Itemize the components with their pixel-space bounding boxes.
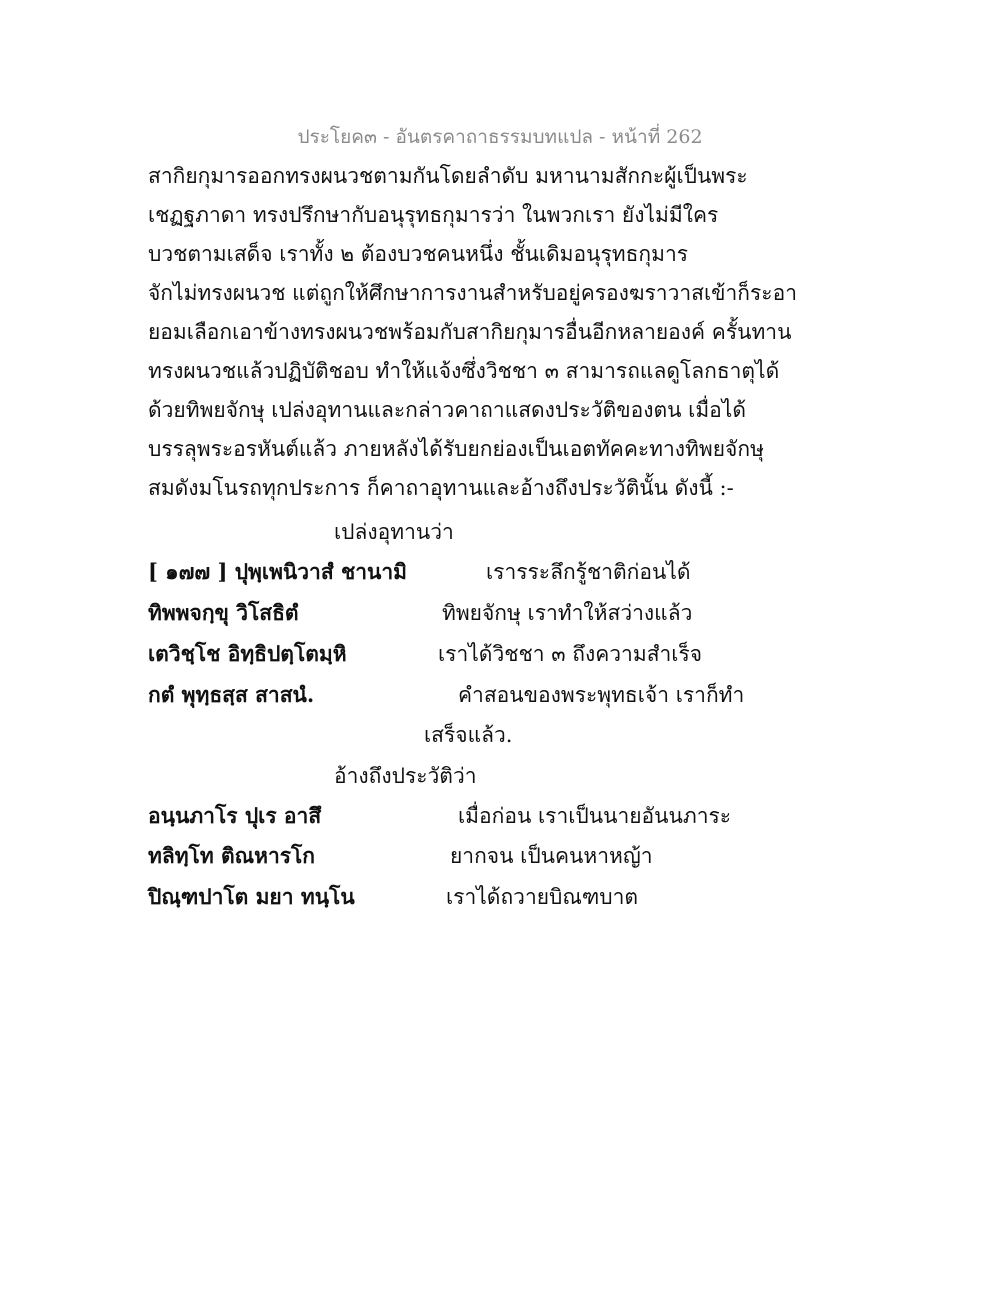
body-paragraph [148,158,868,509]
thai-translation: ทิพยจักษุ เราทำให้สว่างแล้ว [442,601,693,625]
pali-verse: เตวิชฺโช อิทฺธิปตฺโตมฺหิ [148,641,347,666]
paragraph-line: บวชตามเสด็จ เราทั้ง ๒ ต้องบวชคนหนึ่ง ชั้นเดิมอนุรุทธกุมาร [148,242,689,266]
verse-row [148,800,868,836]
verse-continuation: เสร็จแล้ว. [424,723,513,747]
thai-translation: เมื่อก่อน เราเป็นนายอันนภาระ [458,804,732,828]
pali-verse: อนฺนภาโร ปุเร อาสึ [148,803,322,828]
paragraph-line: สมดังมโนรถทุกประการ ก็คาถาอุทานและอ้างถึงประวัตินั้น ดังนี้ :- [148,476,734,500]
pali-verse: ปิณฺฑปาโต มยา ทนฺโน [148,884,355,909]
verse-row [148,840,868,876]
udana-heading: เปล่งอุทานว่า [334,520,454,544]
pali-verse: ทิพพจกฺขุ วิโสธิตํ [148,600,299,625]
thai-translation: เราได้วิชชา ๓ ถึงความสำเร็จ [438,642,703,666]
thai-translation: ยากจน เป็นคนหาหญ้า [450,844,653,868]
verse-row [148,556,868,592]
history-heading: อ้างถึงประวัติว่า [334,764,477,788]
paragraph-line: ยอมเลือกเอาข้างทรงผนวชพร้อมกับสากิยกุมารอื่นอีกหลายองค์ ครั้นทาน [148,320,792,344]
paragraph-line: ทรงผนวชแล้วปฏิบัติชอบ ทำให้แจ้งซึ่งวิชชา ๓ สามารถแลดูโลกธาตุได้ [148,359,780,383]
thai-translation: คำสอนของพระพุทธเจ้า เราก็ทำ [458,683,745,707]
verse-row [148,638,868,674]
paragraph-line: จักไม่ทรงผนวช แต่ถูกให้ศึกษาการงานสำหรับอยู่ครองฆราวาสเข้าก็ระอา [148,281,797,305]
verse-row [148,881,868,917]
thai-translation: เราได้ถวายบิณฑบาต [446,885,639,909]
thai-translation: เรารระลึกรู้ชาติก่อนได้ [486,560,691,584]
pali-verse: ทลิทฺโท ติณหารโก [148,843,316,868]
pali-verse: [ ๑๗๗ ] ปุพฺเพนิวาสํ ชานามิ [148,559,408,584]
verse-row [148,597,868,633]
paragraph-line: ด้วยทิพยจักษุ เปล่งอุทานและกล่าวคาถาแสดงประวัติของตน เมื่อได้ [148,398,746,422]
page-header: ประโยค๓ - อันตรคาถาธรรมบทแปล - หน้าที่ 262 [297,126,703,148]
paragraph-line: สากิยกุมารออกทรงผนวชตามกันโดยลำดับ มหานามสักกะผู้เป็นพระ [148,164,748,188]
paragraph-line: เชฏฐภาดา ทรงปรึกษากับอนุรุทธกุมารว่า ในพวกเรา ยังไม่มีใคร [148,203,719,227]
paragraph-line: บรรลุพระอรหันต์แล้ว ภายหลังได้รับยกย่องเป็นเอตทัคคะทางทิพยจักษุ [148,437,764,461]
verse-row [148,679,868,715]
pali-verse: กตํ พุทฺธสฺส สาสนํ. [148,682,315,707]
